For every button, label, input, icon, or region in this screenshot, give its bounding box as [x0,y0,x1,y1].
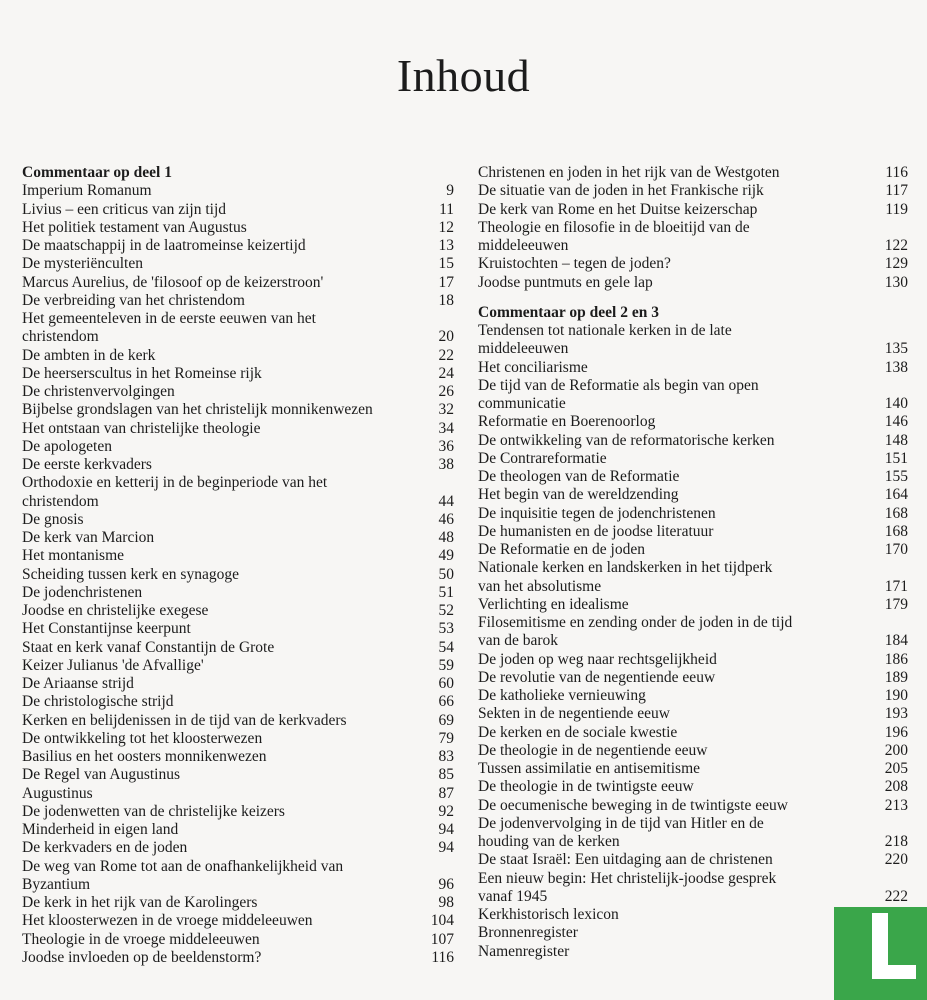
toc-entry-title: De kerk van Rome en het Duitse keizerschap [478,200,758,218]
toc-entry-page-number: 94 [438,821,454,838]
toc-entry-title: Scheiding tussen kerk en synagoge [22,565,239,583]
toc-entry-title: Namenregister [478,942,570,960]
toc-entry-page-number: 38 [438,456,454,473]
toc-entry-title: Staat en kerk vanaf Constantijn de Grote [22,638,275,656]
toc-entry-title: De katholieke vernieuwing [478,687,646,704]
toc-entry-page-number: 186 [884,650,908,668]
toc-entry-title: De kerken en de sociale kwestie [478,723,678,741]
toc-entry [478,614,908,651]
toc-entry-title: De maatschappij in de laatromeinse keizertijd [22,237,306,254]
toc-entry-page-number: 60 [438,675,454,692]
toc-list-part-2-3 [478,322,908,961]
toc-entry [22,347,454,365]
toc-entry-title: Joodse en christelijke exegese [22,602,209,619]
toc-entry-title: Sekten in de negentiende eeuw [478,705,670,723]
toc-entry [22,255,454,273]
toc-entry-page-number: 15 [438,255,454,273]
toc-entry [22,803,454,821]
toc-entry-title: De revolutie van de negentiende eeuw [478,668,716,686]
toc-entry [478,705,908,723]
toc-entry-title: Het kloosterwezen in de vroege middeleeuwen [22,912,313,930]
toc-entry-title: Filosemitisme en zending onder de joden in de tijd van de barok [478,614,793,650]
toc-entry-title: De weg van Rome tot aan de onafhankelijkheid van Byzantium [22,857,344,893]
toc-entry-page-number: 151 [884,449,908,467]
toc-entry [478,669,908,687]
toc-entry [478,778,908,796]
toc-entry-page-number: 104 [430,912,454,930]
toc-entry-page-number: 184 [884,632,908,650]
toc-entry-title: Basilius en het oosters monnikenwezen [22,748,267,765]
toc-entry [478,468,908,486]
toc-entry [22,365,454,383]
toc-entry-page-number: 79 [438,729,454,747]
toc-entry-title: De ontwikkeling tot het kloosterwezen [22,729,263,747]
toc-entry [478,432,908,450]
toc-entry-title: Het ontstaan van christelijke theologie [22,419,261,437]
toc-entry [22,657,454,675]
toc-entry-title: De kerkvaders en de joden [22,839,188,857]
toc-entry [478,359,908,377]
toc-entry [22,401,454,419]
section-gap [478,292,908,304]
toc-left-column [22,164,454,967]
toc-entry-page-number: 46 [438,510,454,528]
toc-entry-title: De heerserscultus in het Romeinse rijk [22,364,262,382]
toc-entry-page-number: 34 [438,419,454,437]
toc-entry-page-number: 59 [438,656,454,674]
toc-entry [478,651,908,669]
toc-entry-title: Kerken en belijdenissen in de tijd van de kerkvaders [22,711,347,729]
toc-entry-title: De ontwikkeling van de reformatorische kerken [478,431,775,449]
toc-entry-title: De Ariaanse strijd [22,675,134,692]
toc-entry-page-number: 200 [884,741,908,759]
toc-entry [22,821,454,839]
toc-list-part-1-continued [478,164,908,292]
toc-entry [478,505,908,523]
toc-entry-title: De jodenwetten van de christelijke keizers [22,802,285,820]
toc-entry-title: Het conciliarisme [478,358,588,376]
toc-entry [22,383,454,401]
toc-entry-title: De Regel van Augustinus [22,766,180,784]
toc-entry-page-number: 171 [884,577,908,595]
toc-entry-page-number: 138 [884,358,908,376]
toc-entry-title: Theologie in de vroege middeleeuwen [22,930,260,948]
toc-entry-page-number: 69 [438,711,454,729]
toc-entry-page-number: 117 [885,182,908,200]
toc-entry [478,742,908,760]
toc-entry [478,559,908,596]
toc-entry-title: De joden op weg naar rechtsgelijkheid [478,650,717,668]
toc-entry-title: De tijd van de Reformatie als begin van open communicatie [478,376,759,412]
toc-entry-title: De gnosis [22,510,84,528]
toc-entry-page-number: 11 [439,200,454,218]
toc-entry-title: Tussen assimilatie en antisemitisme [478,760,701,777]
toc-entry [478,870,908,907]
toc-entry [478,724,908,742]
toc-entry-page-number: 24 [438,364,454,382]
toc-entry-page-number: 98 [438,894,454,911]
toc-entry [22,182,454,200]
toc-entry [22,456,454,474]
toc-entry-title: Imperium Romanum [22,182,152,200]
toc-entry-title: Bronnenregister [478,924,578,942]
toc-entry-title: Orthodoxie en ketterij in de beginperiode van het christendom [22,474,328,510]
toc-entry [478,596,908,614]
toc-entry [22,620,454,638]
page-title: Inhoud [396,49,531,101]
toc-entry-page-number: 130 [884,273,908,291]
toc-list-part-1 [22,182,454,967]
toc-entry-title: De jodenvervolging in de tijd van Hitler en de houding van de kerken [478,814,764,850]
toc-entry-page-number: 190 [884,687,908,704]
toc-entry-title: De kerk in het rijk van de Karolingers [22,894,258,911]
toc-entry-title: Reformatie en Boerenoorlog [478,413,656,431]
toc-entry [22,566,454,584]
toc-entry [478,219,908,256]
toc-entry [22,292,454,310]
toc-entry-title: De kerk van Marcion [22,529,155,546]
toc-entry [478,413,908,431]
toc-entry-page-number: 213 [884,796,908,814]
toc-entry-page-number: 196 [884,723,908,741]
toc-entry [22,420,454,438]
toc-entry [478,541,908,559]
toc-entry [22,949,454,967]
toc-entry [478,687,908,705]
toc-entry-page-number: 168 [884,522,908,540]
toc-entry [22,693,454,711]
toc-entry-title: Het Constantijnse keerpunt [22,620,191,638]
toc-entry-page-number: 12 [438,218,454,236]
toc-entry-title: Het begin van de wereldzending [478,486,679,504]
toc-entry-page-number: 148 [884,431,908,449]
toc-entry-title: Het gemeenteleven in de eerste eeuwen van het christendom [22,310,316,346]
toc-entry [22,730,454,748]
toc-entry-title: De situatie van de joden in het Frankische rijk [478,182,764,200]
toc-entry [478,760,908,778]
toc-entry [22,839,454,857]
toc-entry [478,274,908,292]
toc-entry [22,438,454,456]
toc-entry-title: Marcus Aurelius, de 'filosoof op de keizerstroon' [22,273,324,291]
toc-entry-page-number: 193 [884,705,908,723]
toc-entry-title: De verbreiding van het christendom [22,291,245,309]
green-l-logo [834,907,927,1000]
toc-entry-page-number: 170 [884,541,908,558]
toc-entry-page-number: 36 [438,437,454,455]
toc-entry-page-number: 22 [438,346,454,364]
toc-entry-title: De jodenchristenen [22,583,143,601]
logo-l-foot [872,965,916,979]
toc-entry [22,712,454,730]
toc-entry-title: Augustinus [22,784,93,802]
toc-entry-title: De Reformatie en de joden [478,541,645,558]
toc-entry [22,219,454,237]
toc-entry [22,785,454,803]
toc-entry-title: Livius – een criticus van zijn tijd [22,200,227,218]
toc-entry-page-number: 32 [438,401,454,419]
section-heading-part-2-3: Commentaar op deel 2 en 3 [478,303,659,321]
toc-entry-title: De mysteriënculten [22,255,143,273]
toc-entry-page-number: 51 [438,583,454,601]
toc-entry-title: De christologische strijd [22,693,174,711]
toc-entry-title: De humanisten en de joodse literatuur [478,522,714,540]
toc-entry [22,639,454,657]
toc-entry [478,182,908,200]
toc-entry-page-number: 116 [885,164,908,181]
toc-entry-title: De apologeten [22,437,112,455]
toc-entry-page-number: 94 [438,839,454,857]
toc-entry-page-number: 222 [884,887,908,905]
toc-entry-title: Joodse puntmuts en gele lap [478,273,653,291]
toc-entry [22,529,454,547]
toc-entry [22,766,454,784]
toc-entry [22,748,454,766]
toc-entry-title: De theologie in de twintigste eeuw [478,778,694,796]
toc-entry-title: De theologie in de negentiende eeuw [478,741,708,759]
toc-entry-page-number: 129 [884,255,908,273]
toc-entry-title: De inquisitie tegen de jodenchristenen [478,504,716,522]
toc-entry-title: Minderheid in eigen land [22,821,179,838]
toc-entry [22,584,454,602]
toc-entry-page-number: 13 [438,237,454,254]
toc-entry-title: Verlichting en idealisme [478,595,629,613]
toc-entry-page-number: 49 [438,547,454,565]
toc-entry [22,675,454,693]
toc-entry-title: De Contrareformatie [478,449,607,467]
toc-entry [478,322,908,359]
toc-entry-page-number: 218 [884,833,908,850]
toc-entry-title: Het montanisme [22,547,125,565]
toc-entry-page-number: 107 [430,930,454,948]
toc-entry-title: Tendensen tot nationale kerken in de late middeleeuwen [478,322,732,358]
toc-entry-page-number: 50 [438,565,454,583]
toc-entry [22,547,454,565]
toc-entry [22,310,454,347]
toc-entry [478,450,908,468]
toc-entry-page-number: 53 [438,620,454,638]
toc-entry [478,164,908,182]
toc-entry-page-number: 66 [438,693,454,711]
toc-entry [22,931,454,949]
toc-entry-title: Het politiek testament van Augustus [22,218,247,236]
toc-entry-page-number: 189 [884,668,908,686]
toc-entry-page-number: 87 [438,784,454,802]
toc-entry-page-number: 116 [431,948,454,966]
toc-entry-title: De eerste kerkvaders [22,456,152,473]
toc-entry-title: De theologen van de Reformatie [478,468,680,485]
toc-entry [22,511,454,529]
toc-entry-title: De staat Israël: Een uitdaging aan de christenen [478,851,773,869]
toc-entry-page-number: 208 [884,778,908,796]
toc-right-column [478,164,908,961]
toc-entry-title: De oecumenische beweging in de twintigste eeuw [478,796,788,814]
toc-entry-page-number: 18 [438,291,454,309]
toc-entry-title: Christenen en joden in het rijk van de Westgoten [478,164,780,181]
toc-entry [478,851,908,869]
toc-entry-page-number: 179 [884,595,908,613]
toc-entry-page-number: 155 [884,468,908,485]
toc-entry-page-number: 26 [438,383,454,400]
toc-entry-page-number: 85 [438,766,454,784]
toc-entry [22,237,454,255]
toc-entry-page-number: 168 [884,504,908,522]
toc-entry [22,912,454,930]
toc-entry [478,377,908,414]
toc-entry-page-number: 83 [438,748,454,765]
toc-entry [22,474,454,511]
toc-entry-page-number: 20 [438,328,454,346]
toc-entry-page-number: 205 [884,760,908,777]
toc-entry-title: Joodse invloeden op de beeldenstorm? [22,948,262,966]
toc-entry-page-number: 92 [438,802,454,820]
toc-entry-page-number: 140 [884,395,908,412]
toc-entry-page-number: 17 [438,273,454,291]
toc-entry-page-number: 48 [438,529,454,546]
toc-entry-page-number: 9 [446,182,454,200]
toc-entry-page-number: 146 [884,413,908,431]
toc-entry [478,815,908,852]
toc-entry-title: Kruistochten – tegen de joden? [478,255,671,273]
toc-entry-title: De ambten in de kerk [22,346,156,364]
toc-entry [478,255,908,273]
toc-entry-page-number: 122 [884,237,908,254]
toc-entry-title: Theologie en filosofie in de bloeitijd van de middeleeuwen [478,218,750,254]
toc-entry-title: De christenvervolgingen [22,383,175,400]
toc-entry-page-number: 52 [438,602,454,619]
toc-entry [22,274,454,292]
toc-entry-page-number: 220 [884,851,908,869]
toc-entry-title: Keizer Julianus 'de Afvallige' [22,656,204,674]
toc-entry [22,894,454,912]
toc-entry [478,523,908,541]
toc-entry [478,201,908,219]
section-heading-part-1: Commentaar op deel 1 [22,164,172,181]
toc-entry [22,602,454,620]
toc-entry-page-number: 135 [884,340,908,358]
toc-entry [478,486,908,504]
toc-entry-title: Nationale kerken en landskerken in het tijdperk van het absolutisme [478,559,773,595]
toc-entry-page-number: 54 [438,638,454,656]
toc-entry [22,201,454,219]
toc-entry-title: Bijbelse grondslagen van het christelijk monnikenwezen [22,401,373,419]
toc-entry-page-number: 44 [438,492,454,510]
toc-entry [478,797,908,815]
toc-entry-page-number: 96 [438,875,454,893]
toc-entry [22,858,454,895]
toc-entry-page-number: 164 [884,486,908,504]
toc-entry-title: Een nieuw begin: Het christelijk-joodse gesprek vanaf 1945 [478,869,777,905]
toc-entry-title: Kerkhistorisch lexicon [478,906,619,923]
toc-entry-page-number: 119 [885,200,908,218]
